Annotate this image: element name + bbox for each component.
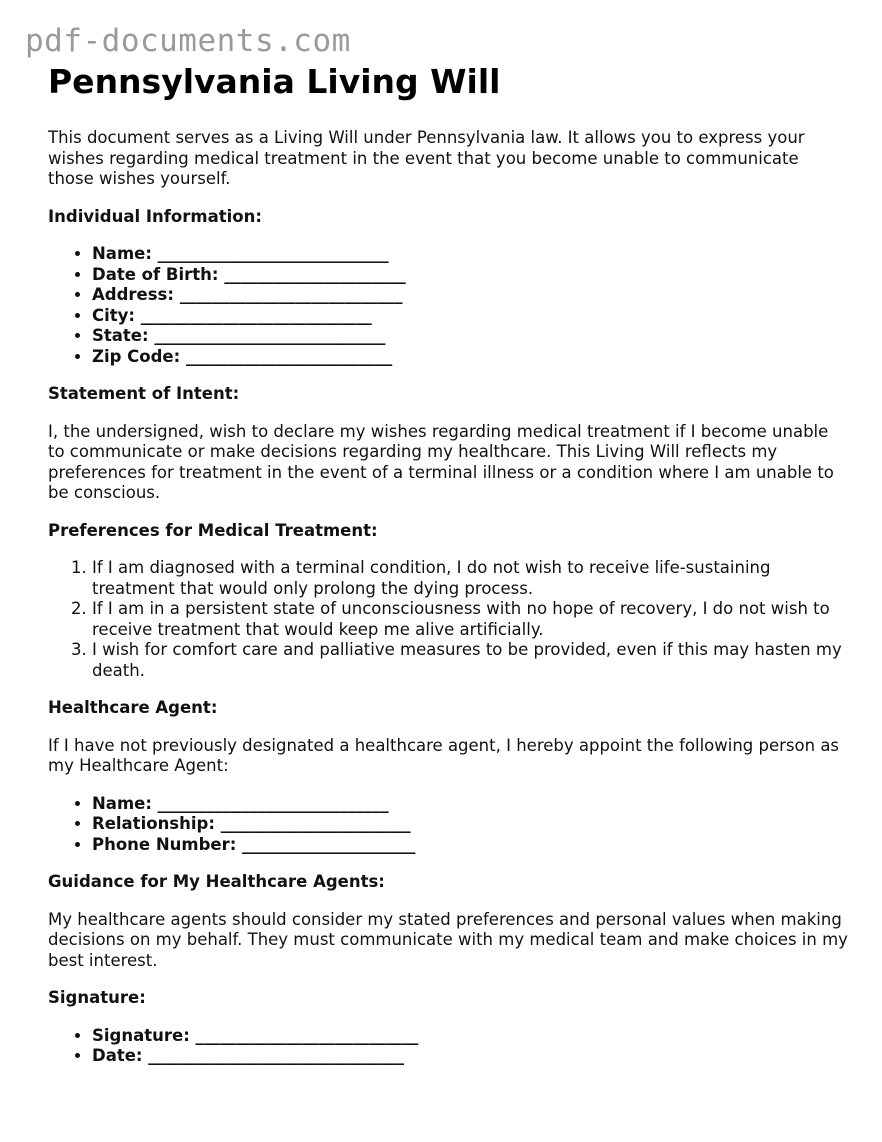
watermark: pdf-documents.com: [25, 23, 351, 59]
field-date[interactable]: • Date: _______________________________: [92, 1046, 848, 1067]
signature-heading: Signature:: [48, 988, 146, 1007]
field-signature[interactable]: • Signature: ___________________________: [92, 1026, 848, 1047]
intent-paragraph: I, the undersigned, wish to declare my wishes regarding medical treatment if I become unable to communicate or make decisions regarding my healthcare. This Living Will reflects my preferences for treatment in the event of a terminal illness or a condition where I am unable to be conscious.: [48, 421, 834, 502]
preferences-heading: Preferences for Medical Treatment:: [48, 520, 378, 540]
preferences-list: [48, 558, 848, 681]
intent-heading: Statement of Intent:: [48, 384, 240, 403]
page-title: Pennsylvania Living Will: [48, 62, 501, 101]
intro-paragraph: This document serves as a Living Will under Pennsylvania law. It allows you to express your wishes regarding medical treatment in the event that you become unable to communicate those wishes yourself.: [48, 128, 805, 188]
field-date-of-birth[interactable]: • Date of Birth: ______________________: [92, 265, 848, 286]
field-agent-name[interactable]: • Name: ____________________________: [92, 794, 848, 815]
guidance-heading: Guidance for My Healthcare Agents:: [48, 872, 385, 891]
agent-heading: Healthcare Agent:: [48, 698, 218, 717]
individual-info-list: [48, 244, 848, 367]
field-zip-code[interactable]: • Zip Code: _________________________: [92, 347, 848, 368]
signature-list: [48, 1026, 848, 1067]
field-city[interactable]: • City: ____________________________: [92, 306, 848, 327]
document-page: [48, 62, 848, 1067]
field-agent-relationship[interactable]: • Relationship: _______________________: [92, 814, 848, 835]
field-name[interactable]: • Name: ____________________________: [92, 244, 848, 265]
preference-item: 3. I wish for comfort care and palliative measures to be provided, even if this may hasten my death.: [92, 640, 848, 681]
field-address[interactable]: • Address: ___________________________: [92, 285, 848, 306]
field-agent-phone[interactable]: • Phone Number: _____________________: [92, 835, 848, 856]
preference-item: 2. If I am in a persistent state of unconsciousness with no hope of recovery, I do not wish to receive treatment that would keep me alive artificially.: [92, 599, 848, 640]
field-state[interactable]: • State: ____________________________: [92, 326, 848, 347]
individual-info-heading: Individual Information:: [48, 206, 262, 226]
agent-paragraph: If I have not previously designated a healthcare agent, I hereby appoint the following person as my Healthcare Agent:: [48, 735, 840, 775]
preference-item: 1. If I am diagnosed with a terminal condition, I do not wish to receive life-sustaining treatment that would only prolong the dying process.: [92, 558, 848, 599]
agent-info-list: [48, 794, 848, 856]
guidance-paragraph: My healthcare agents should consider my stated preferences and personal values when making decisions on my behalf. They must communicate with my medical team and make choices in my best interest.: [48, 909, 848, 970]
